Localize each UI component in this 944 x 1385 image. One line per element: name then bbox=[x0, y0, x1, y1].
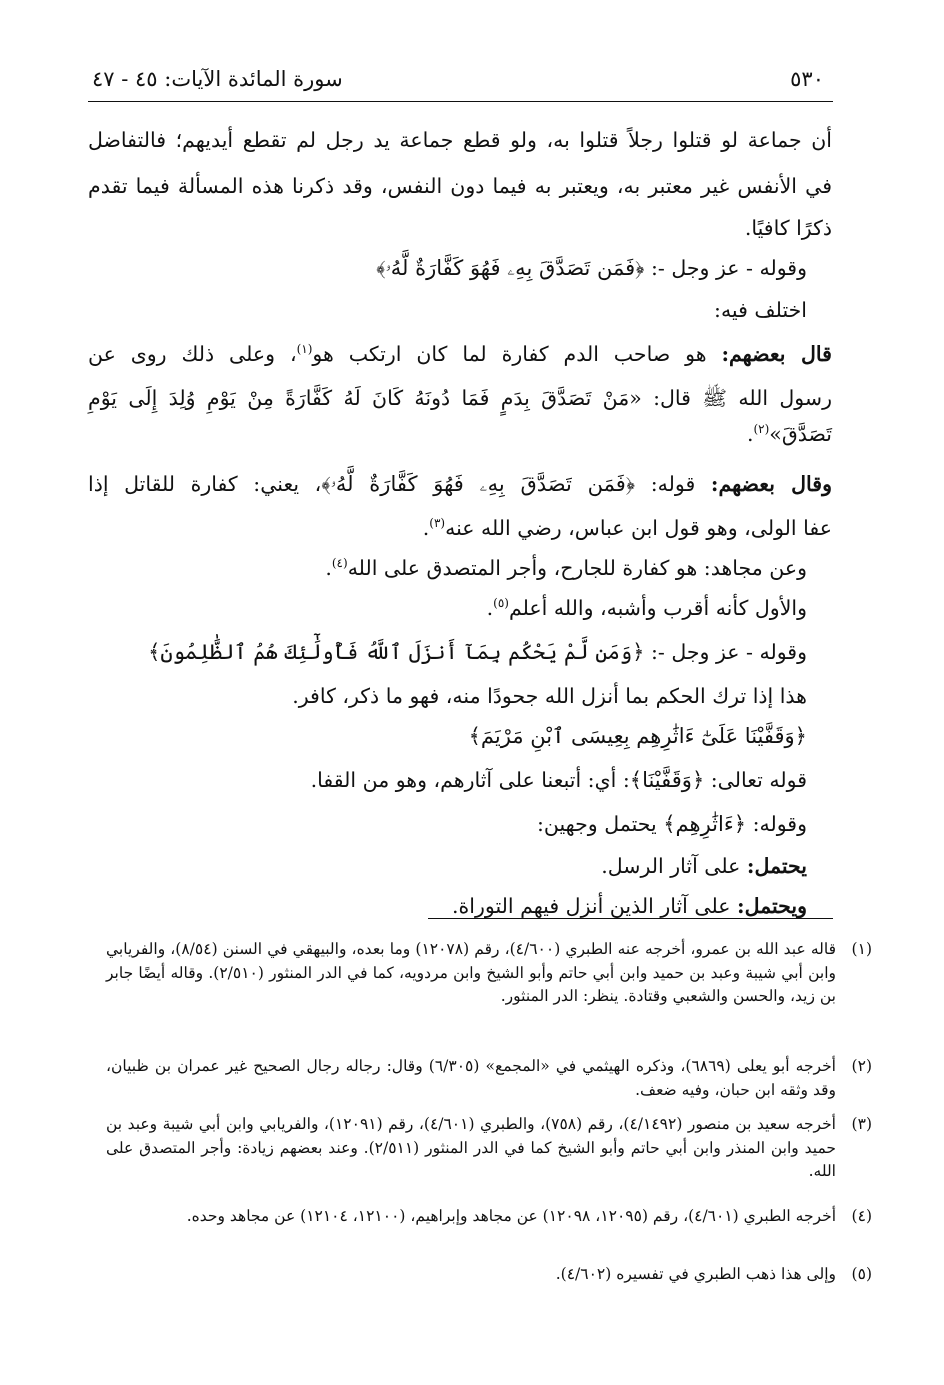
hadith-text: «مَنْ تَصَدَّقَ بِدَمٍ فَمَا دُونَهُ كَانَ لَهُ كَفَّارَةً مِنْ يَوْمِ وُلِدَ إِلَى يَوْمِ bbox=[88, 386, 642, 410]
footnote-number: (٢) bbox=[851, 1057, 872, 1075]
body-line-11: وعن مجاهد: هو كفارة للجارح، وأجر المتصدق على الله$^{(٤)}$. bbox=[325, 556, 807, 580]
body-line-4 bbox=[376, 248, 807, 288]
opinion-text: هو صاحب الدم كفارة لما كان ارتكب هو bbox=[312, 342, 722, 366]
header-divider bbox=[88, 101, 833, 102]
body-line-3: ذكرًا كافيًا. bbox=[744, 216, 832, 240]
body-line-10: عفا الولى، وهو قول ابن عباس، رضي الله عنه$^{(٣)}$. bbox=[422, 516, 832, 540]
footnote-4 bbox=[106, 1205, 872, 1229]
footnote-ref-4: (٤) bbox=[331, 556, 348, 571]
footnote-number: (٣) bbox=[851, 1115, 872, 1133]
footnote-divider bbox=[428, 918, 833, 919]
hadith-text-end: تَصَدَّقَ» bbox=[769, 422, 832, 446]
body-line-9: وقال بعضهم: قوله: ﴿فَمَن تَصَدَّقَ بِهِۦ فَهُوَ كَفَّارَةٌ لَّهُۥ﴾، يعني: كفارة للقاتل إذا bbox=[88, 472, 832, 496]
footnote-3 bbox=[106, 1113, 872, 1184]
quran-word: ﴿وَقَفَّيْنَا﴾ bbox=[629, 768, 705, 792]
body-line-17: وقوله: ﴿ءَاثَٰرِهِم﴾ يحتمل وجهين: bbox=[536, 812, 807, 836]
footnote-text: أخرجه أبو يعلى (٦٨٦٩)، وذكره الهيثمي في «المجمع» (٦/٣٠٥) وقال: رجاله رجال الصحيح غير عمران بن ظبيان، وقد وثقه ابن حبان، وفيه ضعف. bbox=[106, 1057, 836, 1099]
footnote-number: (١) bbox=[851, 940, 872, 958]
footnote-1 bbox=[106, 938, 872, 1009]
footnote-number: (٤) bbox=[851, 1207, 872, 1225]
body-line-6 bbox=[88, 334, 832, 374]
footnote-ref-3: (٣) bbox=[429, 516, 446, 531]
opinion-text-cont: ، وعلى ذلك روى عن bbox=[88, 342, 297, 366]
hadith-intro: رسول الله ﷺ قال: bbox=[641, 386, 832, 410]
quran-verse: ﴿وَقَفَّيْنَا عَلَىٰٓ ءَاثَٰرِهِم بِعِيسَى ٱبْنِ مَرْيَمَ﴾ bbox=[468, 724, 807, 748]
running-header bbox=[92, 62, 824, 96]
body-line-19: ويحتمل: على آثار الذين أنزل فيهم التوراة. bbox=[452, 894, 807, 918]
opinion-label: قال بعضهم: bbox=[721, 342, 832, 366]
quran-verse: ﴿فَمَن تَصَدَّقَ بِهِۦ فَهُوَ كَفَّارَةٌ لَّهُۥ﴾ bbox=[376, 256, 645, 280]
footnote-text: وإلى هذا ذهب الطبري في تفسيره (٤/٦٠٢). bbox=[555, 1265, 836, 1283]
body-line-15 bbox=[469, 716, 807, 756]
footnote-ref-1: (١) bbox=[296, 342, 313, 357]
quran-verse: ﴿وَمَن لَّمْ يَحْكُم بِمَآ أَنزَلَ ٱللَّهُ فَأُولَٰٓئِكَ هُمُ ٱلظَّٰلِمُونَ﴾ bbox=[148, 640, 645, 664]
surah-title: سورة المائدة الآيات: ٤٥ - ٤٧ bbox=[92, 67, 343, 91]
body-line-14: هذا إذا ترك الحكم بما أنزل الله جحودًا منه، فهو ما ذكر، كافر. bbox=[292, 684, 807, 708]
footnote-ref-5: (٥) bbox=[493, 596, 509, 611]
body-line-7 bbox=[88, 378, 832, 418]
body-line-8: تَصَدَّقَ»$^{(٢)}$. bbox=[746, 422, 832, 446]
footnote-ref-2: (٢) bbox=[753, 422, 770, 437]
footnote-2 bbox=[106, 1055, 872, 1102]
option-label: ويحتمل: bbox=[737, 894, 807, 918]
footnote-5 bbox=[106, 1263, 872, 1287]
footnote-text: قاله عبد الله بن عمرو، أخرجه عنه الطبري (٤/٦٠٠)، رقم (١٢٠٧٨) وما بعده، والبيهقي في السنن (٨/٥٤)، والفريابي وابن أبي شيبة وعبد بن حميد وابن أبي حاتم وأبو الشيخ وابن مردويه، كما في الدر المنثور (٢/٥١٠). وقاله أيضًا جابر بن زيد، والحسن والشعبي وقتادة. ينظر: الدر المنثور. bbox=[106, 940, 837, 1005]
footnote-text: أخرجه سعيد بن منصور (٤/١٤٩٢)، رقم (٧٥٨)، والطبري (٤/٦٠١)، رقم (١٢٠٩١)، والفريابي وابن أبي شيبة وعبد بن حميد وابن المنذر وابن أبي حاتم وأبو الشيخ كما في الدر المنثور (٢/٥١١). وعند بعضهم زيادة: وأجر المتصدق على الله. bbox=[106, 1115, 836, 1180]
quote-intro: وقوله - عز وجل -: bbox=[644, 256, 807, 280]
page-number: ٥٣٠ bbox=[790, 67, 824, 91]
body-line-5: اختلف فيه: bbox=[714, 298, 807, 322]
quran-verse: ﴿فَمَن تَصَدَّقَ بِهِۦ فَهُوَ كَفَّارَةٌ لَّهُۥ﴾ bbox=[321, 472, 636, 496]
body-line-18: يحتمل: على آثار الرسل. bbox=[601, 854, 807, 878]
footnote-text: أخرجه الطبري (٤/٦٠١)، رقم (١٢٠٩٥، ١٢٠٩٨) عن مجاهد وإبراهيم، (١٢١٠٠، ١٢١٠٤) عن مجاهد وحده. bbox=[186, 1207, 836, 1225]
footnote-number: (٥) bbox=[851, 1265, 872, 1283]
body-line-16: قوله تعالى: ﴿وَقَفَّيْنَا﴾: أي: أتبعنا على آثارهم، وهو من القفا. bbox=[310, 768, 807, 792]
body-line-1: أن جماعة لو قتلوا رجلاً قتلوا به، ولو قطع جماعة يد رجل لم تقطع أيديهم؛ فالتفاضل bbox=[88, 128, 832, 152]
body-line-2: في الأنفس غير معتبر به، ويعتبر به فيما دون النفس، وقد ذكرنا هذه المسألة فيما تقدم bbox=[88, 174, 832, 198]
opinion-label: وقال بعضهم: bbox=[710, 472, 832, 496]
quran-word: ﴿ءَاثَٰرِهِم﴾ bbox=[663, 812, 747, 836]
body-line-13: وقوله - عز وجل -: ﴿وَمَن لَّمْ يَحْكُم بِمَآ أَنزَلَ ٱللَّهُ فَأُولَٰٓئِكَ هُمُ ٱلظَّٰلِمُونَ﴾ bbox=[148, 640, 807, 664]
body-line-12: والأول كأنه أقرب وأشبه، والله أعلم$^{(٥)}$. bbox=[486, 596, 807, 620]
option-label: يحتمل: bbox=[746, 854, 807, 878]
